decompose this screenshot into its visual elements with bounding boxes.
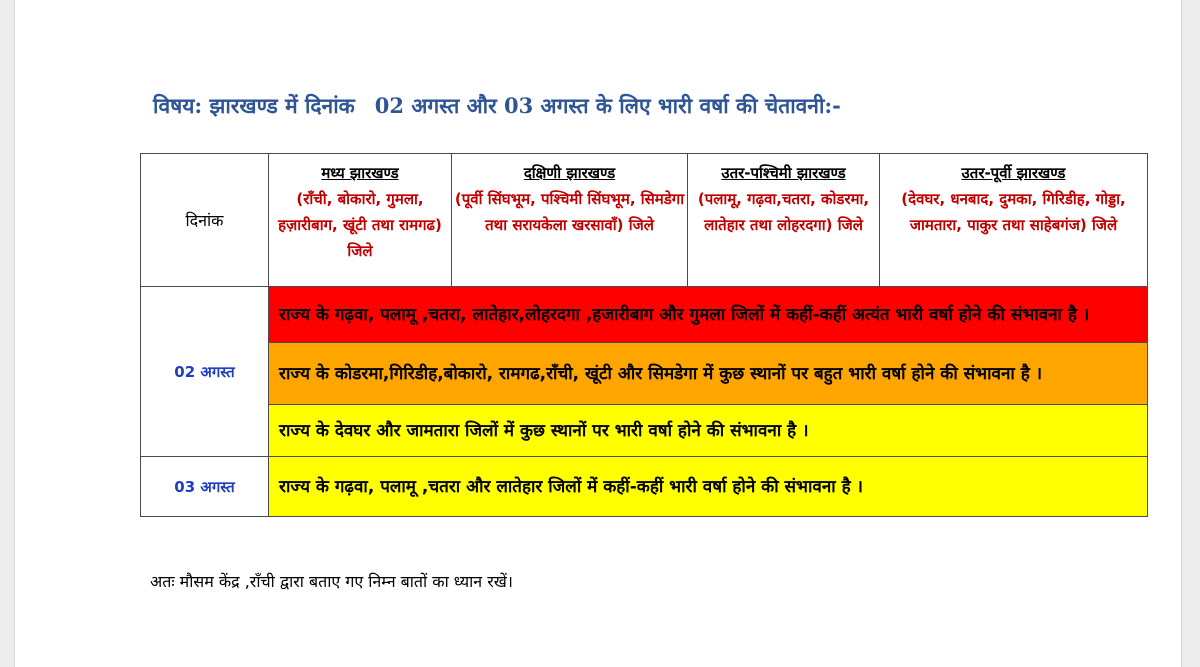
subject-dates: 02 अगस्त और 03 अगस्त के लिए भारी वर्षा की चेतावनी:- [374,93,841,118]
table-row [141,457,1148,517]
advisory-note: अतः मौसम केंद्र ,राँची द्वारा बताए गए निम्न बातों का ध्यान रखें। [150,572,513,591]
subject-heading [153,92,1153,120]
warning-table [140,153,1148,517]
region-districts: (देवघर, धनबाद, दुमका, गिरिडीह, गोड्डा, जामतारा, पाकुर तथा साहेबगंज) जिले [901,190,1126,234]
subject-prefix: विषय: झारखण्ड में दिनांक [153,93,355,118]
date-cell-day1: 02 अगस्त [141,287,269,457]
table-row [141,287,1148,343]
warning-very-heavy-day1: राज्य के कोडरमा,गिरिडीह,बोकारो, रामगढ,राँची, खूंटी और सिमडेगा में कुछ स्थानों पर बहुत भारी वर्षा होने की संभावना है । [269,343,1148,405]
region-header-northwest [688,154,880,287]
warning-heavy-day1: राज्य के देवघर और जामतारा जिलों में कुछ स्थानों पर भारी वर्षा होने की संभावना है । [269,405,1148,457]
region-header-south [452,154,688,287]
date-cell-day2: 03 अगस्त [141,457,269,517]
region-name: दक्षिणी झारखण्ड [523,164,616,182]
warning-extreme-day1: राज्य के गढ़वा, पलामू ,चतरा, लातेहार,लोहरदगा ,हजारीबाग और गुमला जिलों में कहीं-कहीं अत्यंत भारी वर्षा होने की संभावना है । [269,287,1148,343]
table-row [141,405,1148,457]
table-row [141,343,1148,405]
region-header-northeast [880,154,1148,287]
region-districts: (पूर्वी सिंघभूम, पश्चिमी सिंघभूम, सिमडेगा तथा सरायकेला खरसावाँ) जिले [454,190,685,234]
region-name: मध्य झारखण्ड [321,164,399,182]
region-districts: (राँची, बोकारो, गुमला, हज़ारीबाग, खूंटी तथा रामगढ) जिले [278,190,442,260]
table-header-row [141,154,1148,287]
date-column-header: दिनांक [141,154,269,287]
region-name: उतर-पूर्वी झारखण्ड [961,164,1066,182]
region-districts: (पलामू, गढ़वा,चतरा, कोडरमा, लातेहार तथा लोहरदगा) जिले [697,190,870,234]
region-name: उतर-पश्चिमी झारखण्ड [721,164,846,182]
region-header-central [269,154,452,287]
warning-heavy-day2: राज्य के गढ़वा, पलामू ,चतरा और लातेहार जिलों में कहीं-कहीं भारी वर्षा होने की संभावना है । [269,457,1148,517]
